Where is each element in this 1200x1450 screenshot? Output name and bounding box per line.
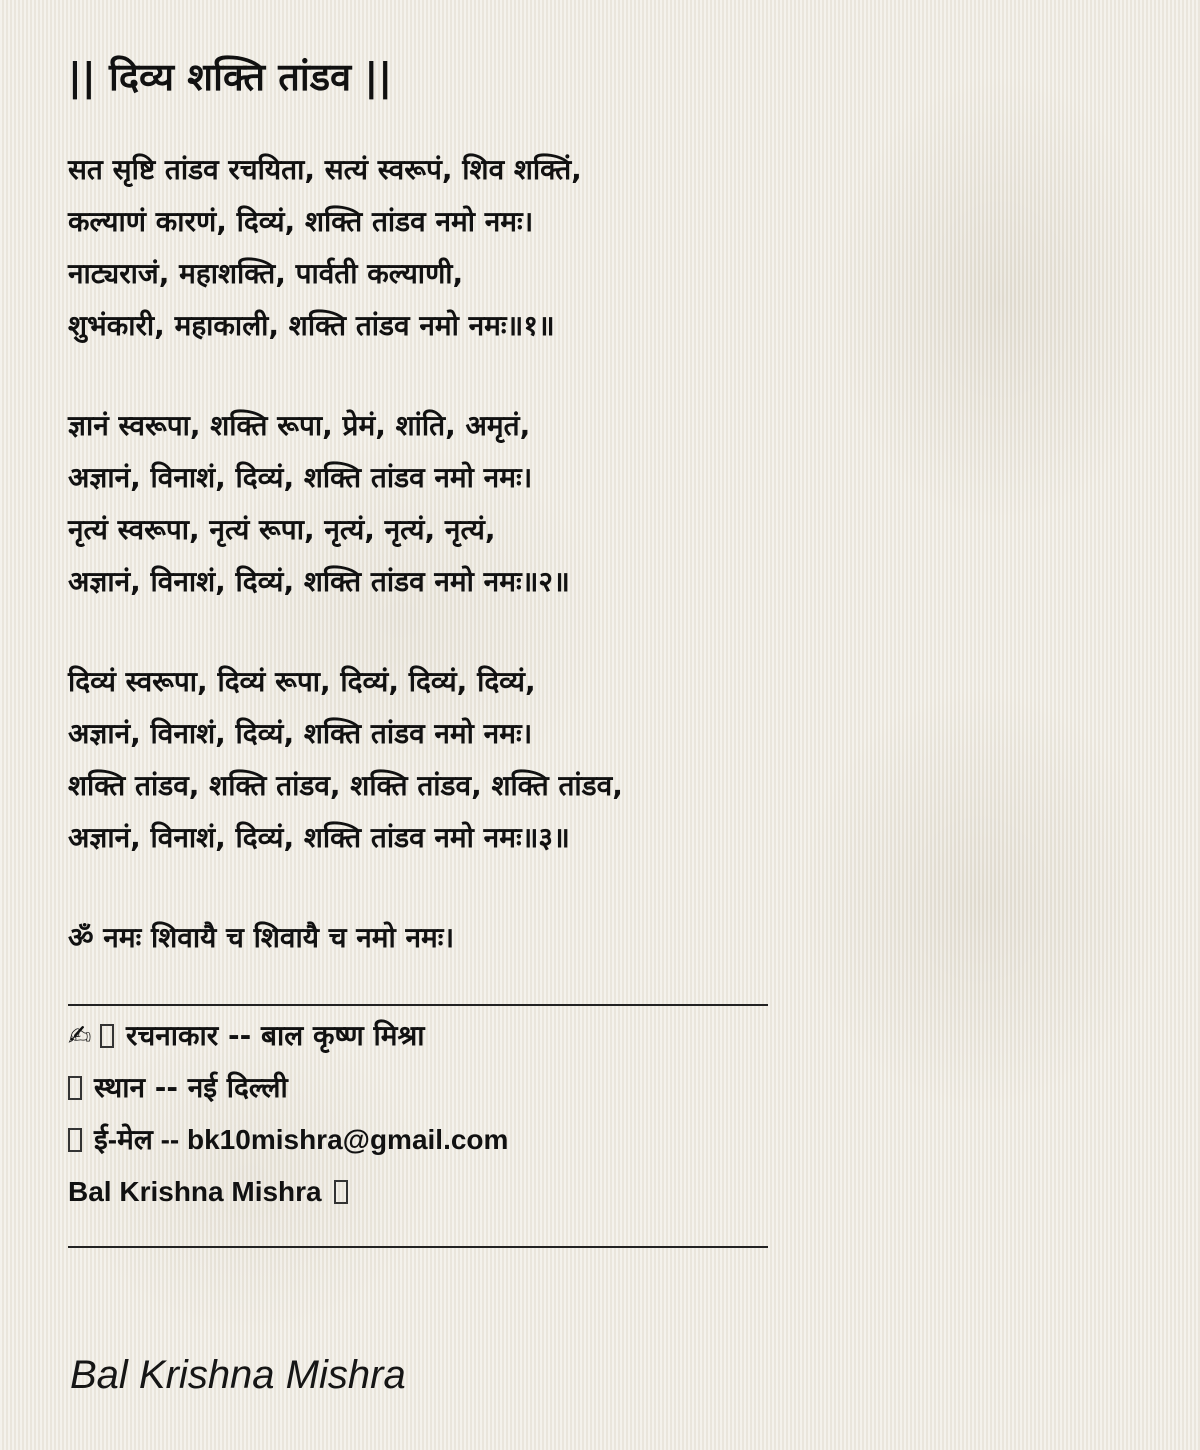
verse-line: ज्ञानं स्वरूपा, शक्ति रूपा, प्रेमं, शांति, अमृतं, [68,409,531,442]
missing-glyph-icon [100,1024,114,1048]
missing-glyph-icon [68,1076,82,1100]
poem-title: || दिव्य शक्ति तांडव || [68,55,393,99]
stanza-2 [68,400,1128,608]
verse-line: अज्ञानं, विनाशं, दिव्यं, शक्ति तांडव नमो नमः॥३॥ [68,821,570,854]
writing-hand-icon: ✍ [68,1019,92,1052]
verse-line: नृत्यं स्वरूपा, नृत्यं रूपा, नृत्यं, नृत्यं, नृत्यं, [68,513,496,546]
verse-line: कल्याणं कारणं, दिव्यं, शक्ति तांडव नमो नमः। [68,205,534,238]
credits-block [68,1006,1128,1246]
verse-line: अज्ञानं, विनाशं, दिव्यं, शक्ति तांडव नमो नमः॥२॥ [68,565,570,598]
author-label: रचनाकार -- बाल कृष्ण मिश्रा [126,1019,425,1052]
verse-line: अज्ञानं, विनाशं, दिव्यं, शक्ति तांडव नमो नमः। [68,461,533,494]
verse-line: नाट्यराजं, महाशक्ति, पार्वती कल्याणी, [68,257,464,290]
verse-line: दिव्यं स्वरूपा, दिव्यं रूपा, दिव्यं, दिव्यं, दिव्यं, [68,665,536,698]
email-label: ई-मेल -- bk10mishra@gmail.com [94,1124,509,1155]
divider-bottom [68,1246,768,1248]
author-credit [68,1010,1128,1062]
email-credit [68,1114,1128,1166]
name-credit [68,1166,1128,1218]
place-label: स्थान -- नई दिल्ली [94,1071,288,1104]
author-signature: Bal Krishna Mishra [70,1353,406,1397]
invocation-line: ॐ नमः शिवायै च शिवायै च नमो नमः। [68,921,455,954]
name-label: Bal Krishna Mishra [68,1176,322,1207]
missing-glyph-icon [68,1128,82,1152]
verse-line: शुभंकारी, महाकाली, शक्ति तांडव नमो नमः॥१॥ [68,309,555,342]
verse-line: अज्ञानं, विनाशं, दिव्यं, शक्ति तांडव नमो नमः। [68,717,533,750]
stanza-3 [68,656,1128,864]
poem-card [68,50,1128,1248]
verse-line: शक्ति तांडव, शक्ति तांडव, शक्ति तांडव, शक्ति तांडव, [68,769,623,802]
place-credit [68,1062,1128,1114]
verse-line: सत सृष्टि तांडव रचयिता, सत्यं स्वरूपं, शिव शक्तिं, [68,153,582,186]
missing-glyph-icon [334,1180,348,1204]
stanza-1 [68,144,1128,352]
